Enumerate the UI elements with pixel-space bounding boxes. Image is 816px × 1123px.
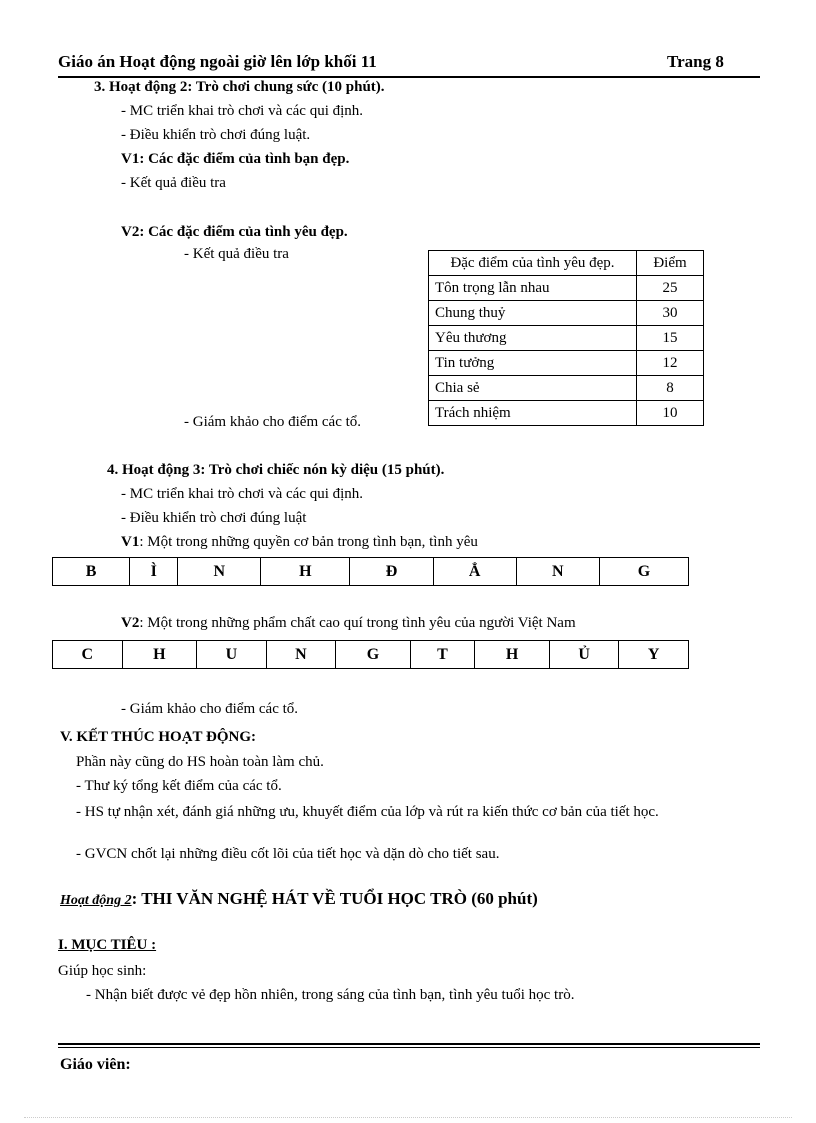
section-3-line-1: - MC triển khai trò chơi và các qui định. <box>121 103 364 119</box>
letter-cell: N <box>516 558 599 586</box>
table-cell-trait: Chung thuỷ <box>429 301 637 326</box>
objectives-heading: I. MỤC TIÊU : <box>58 937 157 953</box>
activity-2-colon: : <box>131 889 142 908</box>
letter-cell: H <box>122 641 197 669</box>
table-cell-score: 10 <box>637 401 704 426</box>
table-cell-score: 25 <box>637 276 704 301</box>
section-4-heading: 4. Hoạt động 3: Trò chơi chiếc nón kỳ diệu (15 phút). <box>107 462 445 478</box>
letter-cell: U <box>197 641 267 669</box>
v2-letter-grid <box>52 640 689 669</box>
section-v-p2: - Thư ký tổng kết điểm của các tổ. <box>76 778 282 794</box>
v1-label: V1 <box>121 534 140 550</box>
table-cell-trait: Chia sẻ <box>429 376 637 401</box>
section-4-v2 <box>121 615 576 632</box>
footer-rule-top <box>58 1043 760 1045</box>
table-cell-score: 15 <box>637 326 704 351</box>
objectives-item-1: - Nhận biết được vẻ đẹp hồn nhiên, trong sáng của tình bạn, tình yêu tuổi học trò. <box>86 987 575 1003</box>
section-3-heading: 3. Hoạt động 2: Trò chơi chung sức (10 phút). <box>94 79 385 95</box>
table-cell-score: 8 <box>637 376 704 401</box>
table-row <box>429 351 704 376</box>
section-4-judges: - Giám khảo cho điểm các tổ. <box>121 701 299 717</box>
section-3-v1-result: - Kết quả điều tra <box>121 175 226 191</box>
section-4-line-1: - MC triển khai trò chơi và các qui định. <box>121 486 364 502</box>
activity-2-heading <box>60 889 538 909</box>
document-title: Giáo án Hoạt động ngoài giờ lên lớp khối 11 <box>58 52 377 71</box>
table-cell-trait: Tôn trọng lẫn nhau <box>429 276 637 301</box>
section-3-v1: V1: Các đặc điểm của tình bạn đẹp. <box>121 151 350 167</box>
section-4-v1 <box>121 534 478 551</box>
letter-cell: Đ <box>350 558 433 586</box>
table-row <box>429 301 704 326</box>
v1-text: : Một trong những quyền cơ bản trong tình bạn, tình yêu <box>139 534 478 550</box>
table-cell-score: 12 <box>637 351 704 376</box>
section-v-p3: - HS tự nhận xét, đánh giá những ưu, khuyết điểm của lớp và rút ra kiến thức cơ bản của tiết học. <box>76 804 659 820</box>
footer-rule-bottom <box>58 1047 760 1048</box>
section-3-v2-result: - Kết quả điều tra <box>184 246 289 262</box>
section-3-line-2: - Điều khiển trò chơi đúng luật. <box>121 127 311 143</box>
page-number: Trang 8 <box>667 52 724 71</box>
table-row <box>429 276 704 301</box>
letter-cell: Ì <box>130 558 178 586</box>
section-4-line-2: - Điều khiển trò chơi đúng luật <box>121 510 307 526</box>
table-row <box>429 401 704 426</box>
letter-cell: T <box>410 641 475 669</box>
table-cell-trait: Yêu thương <box>429 326 637 351</box>
table-cell-score: 30 <box>637 301 704 326</box>
table-header-row <box>429 251 704 276</box>
table-row <box>429 376 704 401</box>
letter-cell: N <box>266 641 336 669</box>
v2-text: : Một trong những phẩm chất cao quí trong tình yêu của người Việt Nam <box>139 615 576 631</box>
activity-2-label: Hoạt động 2 <box>60 893 132 908</box>
letter-cell: Y <box>619 641 689 669</box>
objectives-intro: Giúp học sinh: <box>58 963 147 979</box>
section-3-judges: - Giám khảo cho điểm các tổ. <box>184 414 362 430</box>
section-3-v2: V2: Các đặc điểm của tình yêu đẹp. <box>121 224 348 240</box>
section-v-p4: - GVCN chốt lại những điều cốt lõi của tiết học và dặn dò cho tiết sau. <box>76 846 500 862</box>
v2-label: V2 <box>121 615 140 631</box>
table-cell-trait: Trách nhiệm <box>429 401 637 426</box>
letter-cell: Ủ <box>549 641 619 669</box>
table-header-score: Điểm <box>637 251 704 276</box>
letter-cell: G <box>336 641 411 669</box>
table-row <box>429 326 704 351</box>
activity-2-title: THI VĂN NGHỆ HÁT VỀ TUỔI HỌC TRÒ (60 phút) <box>141 889 538 908</box>
love-traits-table <box>428 250 704 426</box>
section-v-heading: V. KẾT THÚC HOẠT ĐỘNG: <box>60 729 257 745</box>
letter-cell: C <box>53 641 123 669</box>
letter-cell: H <box>475 641 550 669</box>
v1-letter-grid <box>52 557 689 586</box>
page-bottom-divider <box>24 1117 792 1118</box>
footer-teacher: Giáo viên: <box>60 1056 131 1073</box>
letter-cell: Ẳ <box>433 558 516 586</box>
letter-cell: G <box>599 558 688 586</box>
table-header-trait: Đặc điểm của tình yêu đẹp. <box>429 251 637 276</box>
letter-cell: H <box>261 558 350 586</box>
letter-cell: N <box>178 558 261 586</box>
letter-cell: B <box>53 558 130 586</box>
header-rule <box>58 76 760 78</box>
section-v-p1: Phần này cũng do HS hoàn toàn làm chủ. <box>76 754 324 770</box>
table-cell-trait: Tin tưởng <box>429 351 637 376</box>
